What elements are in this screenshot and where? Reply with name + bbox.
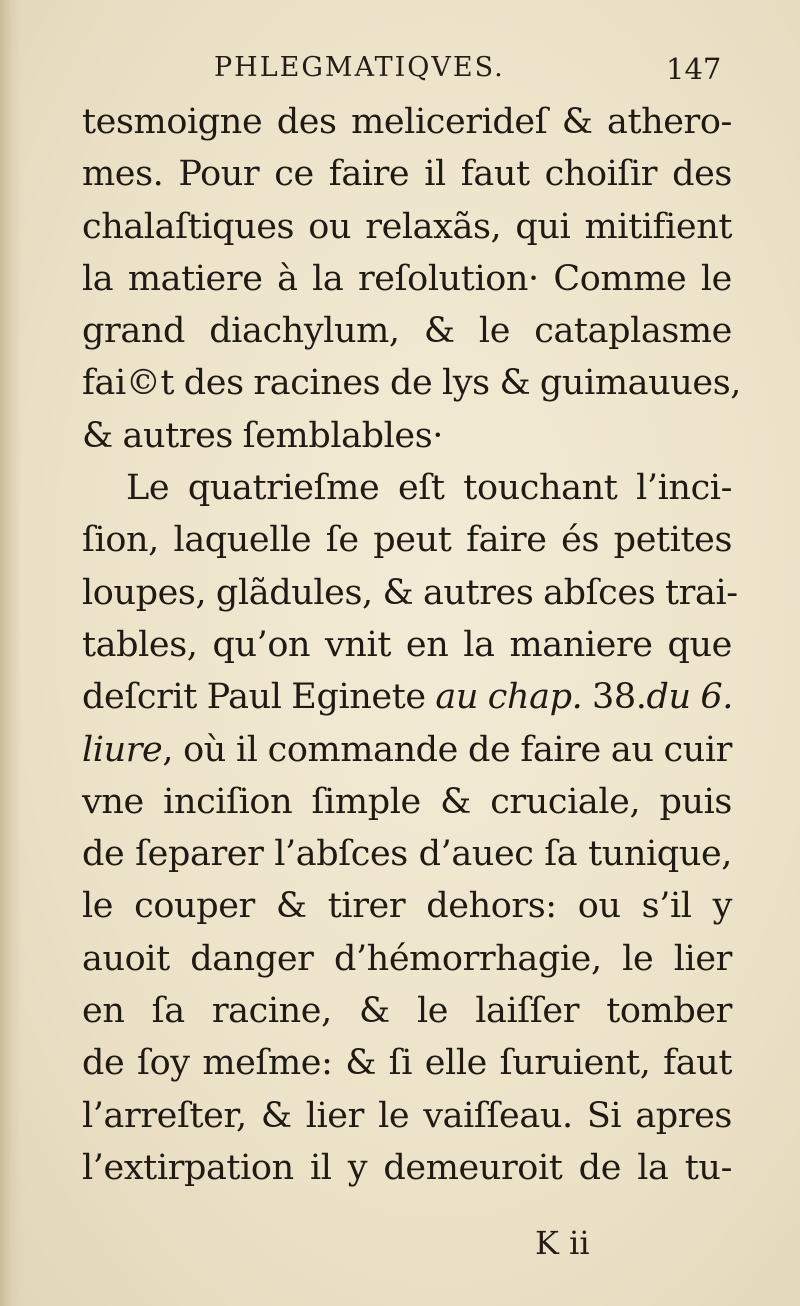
signature-mark: K ii (535, 1224, 590, 1262)
citation-author: deſcrit Paul Eginete (82, 677, 426, 718)
citation-liure: liure (82, 729, 163, 770)
page-number: 147 (666, 52, 722, 86)
text-line: chalaſtiques ou relaxãs, qui mitifient (82, 206, 732, 247)
text-line: le couper & tirer dehors: ou s’il y (82, 886, 732, 927)
text-line: grand diachylum, & le cataplasme (82, 311, 732, 352)
running-head: PHLEGMATIQVES. (214, 52, 505, 83)
text-line: loupes, glãdules, & autres abſces trai- (82, 572, 738, 613)
body-text (82, 96, 741, 1194)
text-line: l’arreſter, & lier le vaiſſeau. Si apres (82, 1095, 732, 1136)
text-line: de ſoy meſme: & ſi elle ſuruient, faut (82, 1043, 732, 1084)
text-line: fai©t des racines de lys & guimauues, (82, 363, 741, 404)
text-line: en ſa racine, & le laiſſer tomber (82, 991, 732, 1032)
text-line (82, 724, 732, 776)
text-line: mes. Pour ce faire il faut choiſir des (82, 154, 732, 195)
text-line-with-citation (82, 671, 732, 723)
text-line: de ſeparer l’abſces d’auec ſa tunique, (82, 834, 732, 875)
text-line-content: liure, où il commande de faire au cuir (82, 729, 732, 770)
text-line: tesmoigne des melicerideſ & athero- (82, 102, 732, 142)
paragraph-start-line: Le quatrieſme eſt touchant l’inci- (126, 468, 732, 509)
text-line: auoit danger d’hémorrhagie, le lier (82, 938, 732, 979)
text-line: la matiere à la reſolution· Comme le (82, 258, 732, 299)
citation-chapter: au chap. (435, 677, 583, 718)
citation-book: du 6. (646, 677, 733, 718)
citation-number: 38. (592, 677, 647, 718)
binding-gutter-shadow (0, 0, 22, 1306)
text-line: & autres ſemblables· (82, 415, 444, 456)
text-line: vne inciſion ſimple & cruciale, puis (82, 781, 732, 822)
text-line: ſion, laquelle ſe peut faire és petites (82, 520, 732, 561)
text-line: tables, qu’on vnit en la maniere que (82, 624, 732, 665)
text-line: l’extirpation il y demeuroit de la tu- (82, 1147, 732, 1188)
